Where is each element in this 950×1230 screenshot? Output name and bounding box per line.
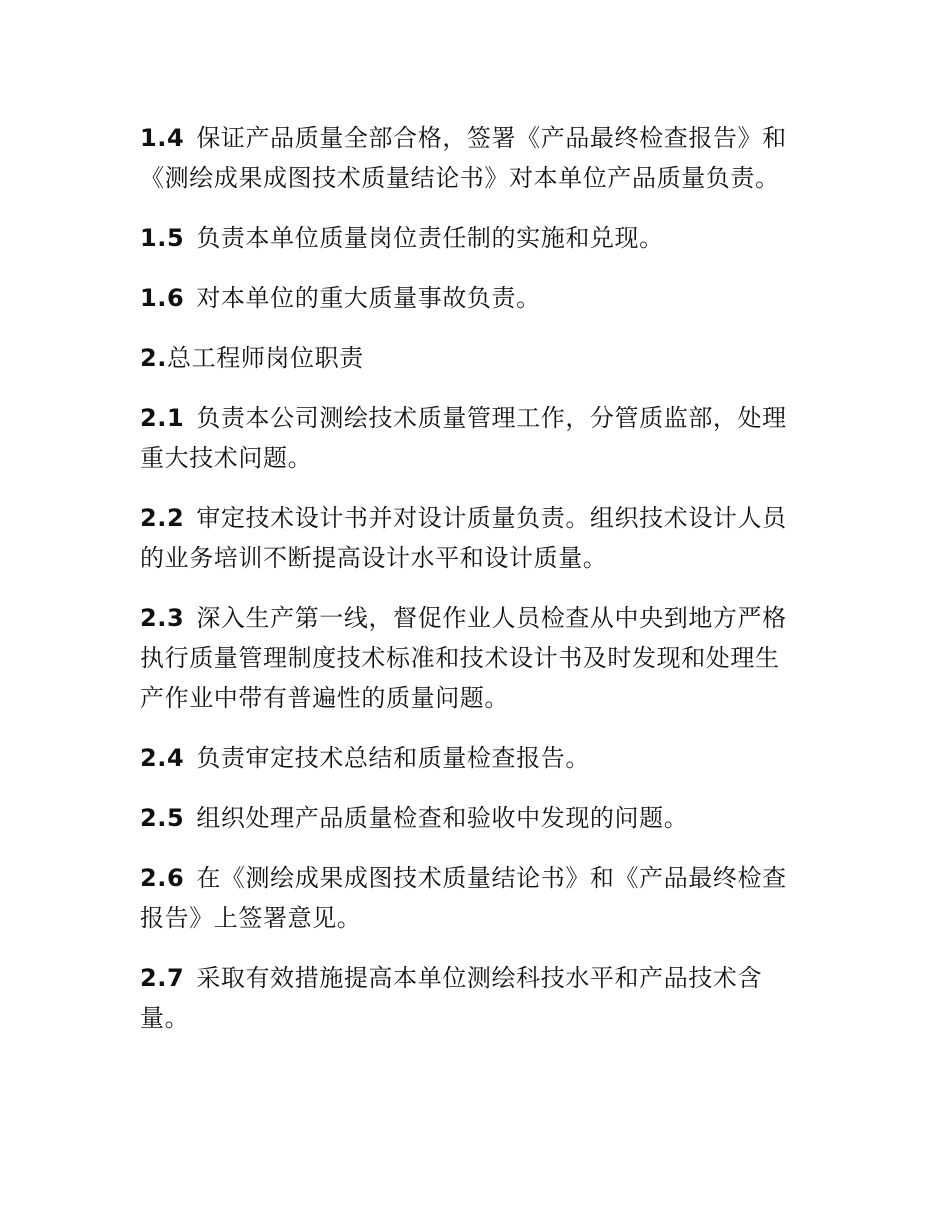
paragraph-number: 2.1 [140, 404, 185, 432]
paragraph-2-6 [140, 858, 800, 938]
paragraph-text: 采取有效措施提高本单位测绘科技水平和产品技术含量。 [140, 964, 763, 1032]
paragraph-1-4 [140, 118, 800, 198]
paragraph-1-6 [140, 278, 800, 318]
paragraph-number: 2.4 [140, 744, 185, 772]
paragraph-text: 负责本单位质量岗位责任制的实施和兑现。 [196, 224, 664, 252]
paragraph-text: 负责审定技术总结和质量检查报告。 [196, 744, 590, 772]
paragraph-2-5 [140, 798, 800, 838]
paragraph-text: 保证产品质量全部合格，签署《产品最终检查报告》和《测绘成果成图技术质量结论书》对本单位产品质量负责。 [140, 124, 787, 192]
paragraph-number: 2.2 [140, 504, 185, 532]
paragraph-text: 对本单位的重大质量事故负责。 [196, 284, 541, 312]
section-heading-2 [140, 338, 800, 378]
paragraph-2-1 [140, 398, 800, 478]
paragraph-number: 1.6 [140, 284, 185, 312]
section-number: 2. [140, 344, 168, 372]
paragraph-text: 深入生产第一线，督促作业人员检查从中央到地方严格执行质量管理制度技术标准和技术设计书及时发现和处理生产作业中带有普遍性的质量问题。 [140, 604, 787, 712]
paragraph-text: 负责本公司测绘技术质量管理工作，分管质监部，处理重大技术问题。 [140, 404, 787, 472]
paragraph-number: 1.5 [140, 224, 185, 252]
paragraph-2-4 [140, 738, 800, 778]
paragraph-number: 2.3 [140, 604, 185, 632]
paragraph-text: 在《测绘成果成图技术质量结论书》和《产品最终检查报告》上签署意见。 [140, 864, 787, 932]
paragraph-number: 1.4 [140, 124, 185, 152]
paragraph-number: 2.5 [140, 804, 185, 832]
document-body [140, 118, 800, 1058]
paragraph-number: 2.7 [140, 964, 185, 992]
section-title: 总工程师岗位职责 [167, 344, 364, 372]
paragraph-1-5 [140, 218, 800, 258]
paragraph-text: 组织处理产品质量检查和验收中发现的问题。 [196, 804, 689, 832]
paragraph-2-2 [140, 498, 800, 578]
paragraph-2-3 [140, 598, 800, 718]
paragraph-2-7 [140, 958, 800, 1038]
paragraph-text: 审定技术设计书并对设计质量负责。组织技术设计人员的业务培训不断提高设计水平和设计质量。 [140, 504, 787, 572]
paragraph-number: 2.6 [140, 864, 185, 892]
